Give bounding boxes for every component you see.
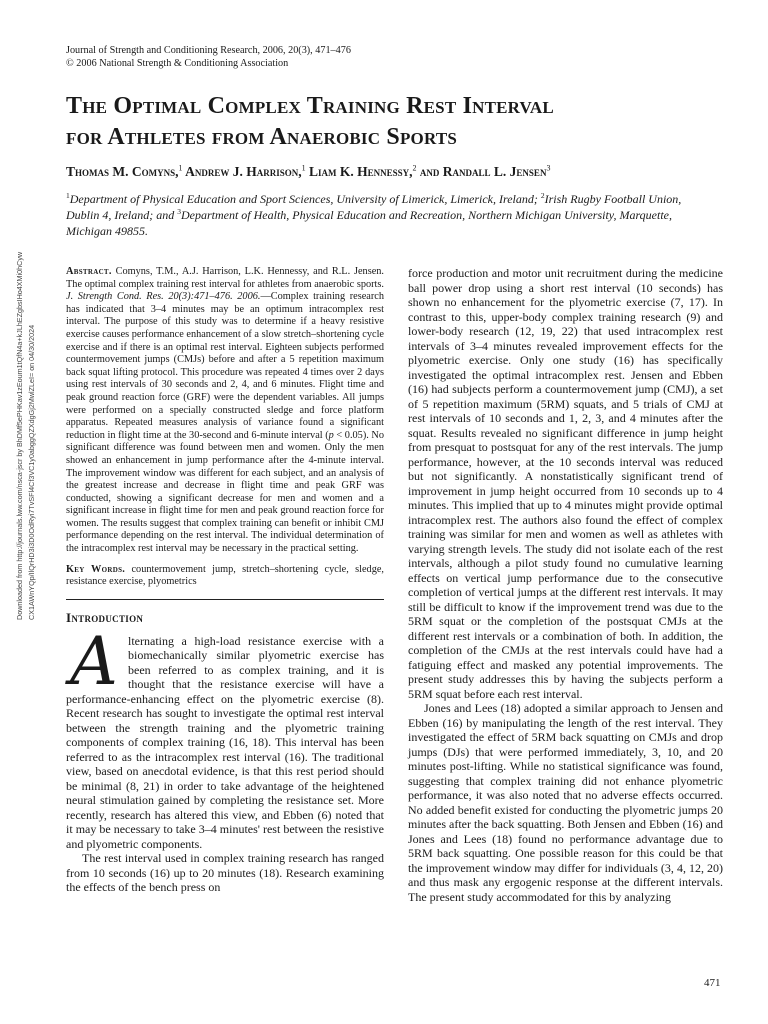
journal-citation: Journal of Strength and Conditioning Research, 2006, 20(3), 471–476 (66, 45, 351, 56)
author-list (66, 164, 550, 180)
affiliations (66, 191, 706, 239)
title-line-2: for Athletes from Anaerobic Sports (66, 124, 458, 150)
intro-paragraph: Jones and Lees (18) adopted a similar approach to Jensen and Ebben (16) by manipulating the length of the rest interval. They investigated the effect of 5RM back squatting on CMJs and drop jumps (DJs) that were performed immediately, 3, 10, and 20 minutes post-lifting. While no statistical significance was found, suggesting that complex training did not enhance plyometric performance, it was also noted that no adverse effects occurred. No added benefit existed for conducting the plyometric jumps 20 minutes after the back squatting. Both Jensen and Ebben (16) and Jones and Lees (18) found no performance advantage due to 5RM back squatting. One possible reason for this could be that the improvement window may differ for individuals (3, 4, 12, 20) and thus mask any ergogenic response at the different intervals. The present study accommodated for this by analyzing (408, 701, 723, 904)
intro-paragraph-text: lternating a high-load resistance exercise with a biomechanically similar plyometric exercise has been referred to as complex training, and it is thought that the resistance exercise will have a performance-enhancing effect on the plyometric exercise (8). Recent research has sought to investigate the optimal rest interval between the strength training and the plyometric training components of complex training (16, 18). This interval has been referred to as the intracomplex rest interval (16). The traditional view, based on anecdotal evidence, is that this rest period should be minimal (8, 21) in order to take advantage of the heightened neural stimulation gained by completing the resistance set. More recently, research has altered this view, and Ebben (6) noted that it may be necessary to take 3–4 minutes' rest between the resistive and plyometric components. (66, 633, 384, 851)
affiliation-text: Department of Health, Physical Education and Recreation, Northern Michigan University, Marquette, Michigan 49855. (66, 208, 672, 238)
drop-cap: A (70, 622, 118, 700)
affiliation-marker: 1 (178, 163, 183, 173)
intro-paragraph: The rest interval used in complex training research has ranged from 10 seconds (16) up to 20 minutes (18). Research examining the effects of the bench press on (66, 851, 384, 895)
affiliation-marker: 2 (412, 163, 417, 173)
keywords-text: countermovement jump, stretch–shortening cycle, sledge, resistance exercise, plyometrics (66, 563, 384, 588)
author-name: Thomas M. Comyns, (66, 164, 179, 179)
section-heading-introduction: Introduction (66, 609, 144, 625)
download-watermark (14, 178, 42, 620)
right-column (408, 266, 723, 904)
author-name: Liam K. Hennessy, (305, 164, 413, 179)
intro-paragraph (66, 622, 384, 852)
download-note-line-2: CX1AWnYQp/IlQrHD3i3D0OdRyi7TvSFl4Cf3VC1y0abggQZXdgGj2MwlZLeI= on 04/30/2024 (27, 324, 36, 620)
title-line-1: The Optimal Complex Training Rest Interval (66, 93, 554, 119)
affiliation-text: Department of Physical Education and Sport Sciences, University of Limerick, Limerick, Ireland; (69, 192, 541, 206)
affiliation-text: Irish Rugby Football Union, Dublin 4, Ireland; and (66, 192, 682, 222)
abstract-text: —Complex training research has indicated that 3–4 minutes may be an optimum intracomplex rest interval. The purpose of this study was to determine if a heavy resistive exercise causes performance enhancement of a slow stretch–shortening cycle exercise and if there is an optimal rest interval. Eighteen subjects performed countermovement jumps (CMJs) before and after a 5 repetition maximum back squat lifting protocol. This procedure was repeated 4 times over 2 days using rest intervals of 30 seconds and 2, 4, and 6 minutes. Flight time and peak ground reaction force (GRF) were the dependent variables. All jumps were performed on a specially constructed sledge and force platform apparatus. Repeated measures analysis of variance found a significant reduction in flight time at the 30-second and 6-minute interval ( (66, 291, 384, 441)
abstract (66, 266, 384, 556)
journal-citation-reference: J. Strength Cond. Res. 20(3):471–476. 2006. (66, 291, 261, 303)
page-number: 471 (704, 977, 721, 989)
section-divider (66, 599, 384, 600)
article-title (66, 91, 726, 153)
abstract-text: Comyns, T.M., A.J. Harrison, L.K. Hennessy, and R.L. Jensen. The optimal complex training rest interval for athletes from anaerobic sports. (66, 266, 384, 290)
download-note-line-1: Downloaded from http://journals.lww.com/nsca-jscr by BhDMf5ePHKav1zEoum1tQfN4a+kJLhEZgbsIHo4XMi0hCyw (15, 251, 24, 620)
abstract-label: Abstract. (66, 266, 112, 277)
author-name: and Randall L. Jensen (416, 164, 547, 179)
copyright-notice: © 2006 National Strength & Conditioning Association (66, 58, 289, 69)
affiliation-marker: 3 (546, 163, 551, 173)
keywords (66, 564, 384, 589)
affiliation-marker: 1 (66, 191, 70, 200)
keywords-label: Key Words. (66, 563, 126, 575)
affiliation-marker: 1 (301, 163, 306, 173)
intro-paragraph: force production and motor unit recruitment during the medicine ball power drop using a short rest interval (10 seconds) has shown no enhancement for the plyometric exercise (7, 17). In contrast to this, upper-body complex training research (9) and lower-body research (12, 19, 22) that used intracomplex rest intervals of 3–4 minutes revealed improvement effects for the plyometric exercise. Only one study (16) has specifically investigated the optimal intracomplex rest. Jensen and Ebben (16) had subjects perform a countermovement jump (CMJ), a set of 5 repetition maximum (5RM) squats, and 5 trials of CMJ at rest intervals of 10 seconds and 1, 2, 3, and 4 minutes after the squat. Results revealed no significant difference in jump height from presquat to postsquat for any of the rest intervals. The jump performance, however, at the 10 seconds interval was reduced but not significantly. A nonstatistically significant trend of improvement in jump height occurred from 10 seconds up to 4 minutes. This implied that up to 4 minutes might provide optimal intracomplex rest. The authors also found the effect of complex training was similar for men and women as well as athletes with varying strength levels. The study did not isolate each of the rest intervals, although a pilot study found no cumulative learning effects on vertical jump performance due to the consecutive completion of vertical jumps at the different rest intervals. It may still be difficult to know if the improvement trend was due to the 5RM squat or the completion of the postsquat CMJs at the different rest intervals or a combination of both. In addition, the completion of the CMJs at the rest intervals could have had a fatiguing effect and masked any potential improvements. The present study addresses this by having the subjects perform a 5RM squat before each rest interval. (408, 266, 723, 701)
journal-header (66, 44, 351, 70)
affiliation-marker: 2 (540, 191, 545, 200)
p-value-symbol: p (328, 429, 334, 441)
left-column (66, 266, 384, 895)
affiliation-marker: 3 (177, 207, 181, 216)
abstract-text: < 0.05). No significant difference was found between men and women. Only the men showed an enhancement in jump performance after the 4-minute interval. The improvement window was different for each subject, and an analysis of the greatest increase and decrease in flight time and peak GRF was conducted, showing a significant decrease for men and women and a significant increase in flight time for men and peak ground reaction force for women. The results suggest that complex training can benefit or inhibit CMJ performance depending on the rest interval. The individual determination of the intracomplex rest interval may be necessary in the practical setting. (66, 429, 384, 555)
author-name: Andrew J. Harrison, (182, 164, 302, 179)
